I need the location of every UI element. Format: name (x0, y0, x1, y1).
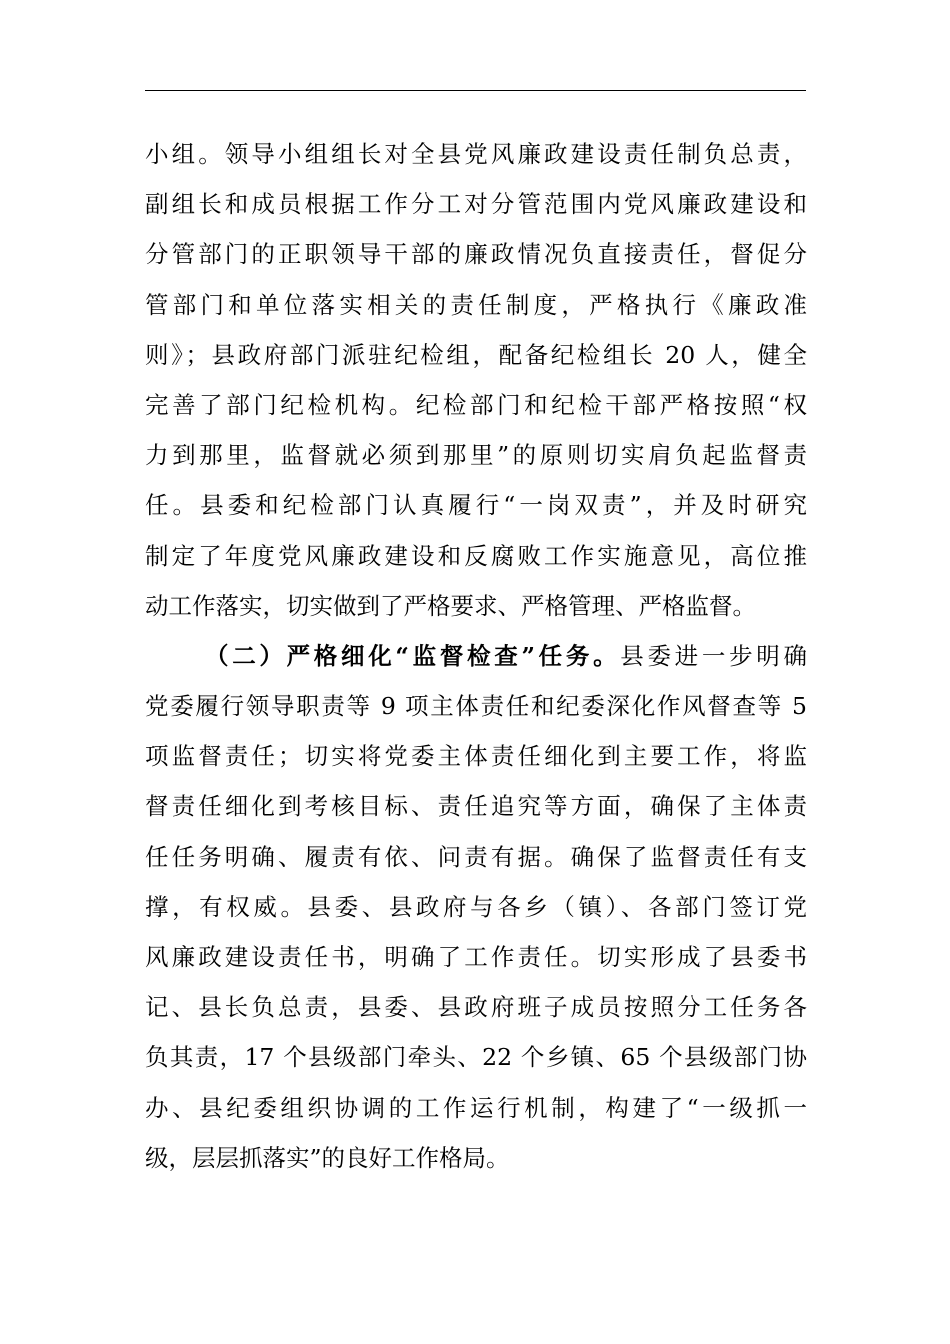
text-line: 则》；县政府部门派驻纪检组，配备纪检组长 20 人，健全 (145, 340, 807, 369)
text-line: 制定了年度党风廉政建设和反腐败工作实施意见，高位推 (145, 541, 807, 570)
section-heading: （二）严格细化“监督检查”任务。 (205, 641, 621, 670)
text-line: 任。县委和纪检部门认真履行“一岗双责”，并及时研究 (145, 491, 807, 520)
header-rule (145, 90, 806, 91)
document-body (145, 129, 807, 1183)
text-line: 小组。领导小组组长对全县党风廉政建设责任制负总责， (145, 140, 807, 168)
paragraph-2 (145, 631, 807, 1183)
text-line: 分管部门的正职领导干部的廉政情况负直接责任，督促分 (145, 240, 807, 269)
text-line: 记、县长负总责，县委、县政府班子成员按照分工任务各 (145, 993, 807, 1022)
text-line: 副组长和成员根据工作分工对分管范围内党风廉政建设和 (145, 190, 807, 219)
text-line: 办、县纪委组织协调的工作运行机制，构建了“一级抓一 (145, 1093, 807, 1122)
text-line: 级，层层抓落实”的良好工作格局。 (145, 1143, 510, 1172)
section-first-line-text: 县委进一步明确 (620, 641, 807, 670)
text-line: 管部门和单位落实相关的责任制度，严格执行《廉政准 (145, 290, 807, 319)
text-line: 动工作落实，切实做到了严格要求、严格管理、严格监督。 (145, 591, 756, 620)
text-line: 撑，有权威。县委、县政府与各乡（镇）、各部门签订党 (145, 892, 807, 921)
text-line: 负其责，17 个县级部门牵头、22 个乡镇、65 个县级部门协 (145, 1043, 807, 1072)
text-line: 完善了部门纪检机构。纪检部门和纪检干部严格按照“权 (145, 390, 807, 419)
text-line: 督责任细化到考核目标、责任追究等方面，确保了主体责 (145, 792, 807, 821)
paragraph-1 (145, 129, 807, 631)
text-line: 党委履行领导职责等 9 项主体责任和纪委深化作风督查等 5 (145, 692, 807, 721)
text-line: 力到那里，监督就必须到那里”的原则切实肩负起监督责 (145, 441, 807, 470)
text-line: 任任务明确、履责有依、问责有据。确保了监督责任有支 (145, 842, 807, 871)
text-line: 风廉政建设责任书，明确了工作责任。切实形成了县委书 (145, 943, 807, 971)
text-line: 项监督责任；切实将党委主体责任细化到主要工作，将监 (145, 742, 807, 771)
section-first-line (145, 631, 807, 681)
